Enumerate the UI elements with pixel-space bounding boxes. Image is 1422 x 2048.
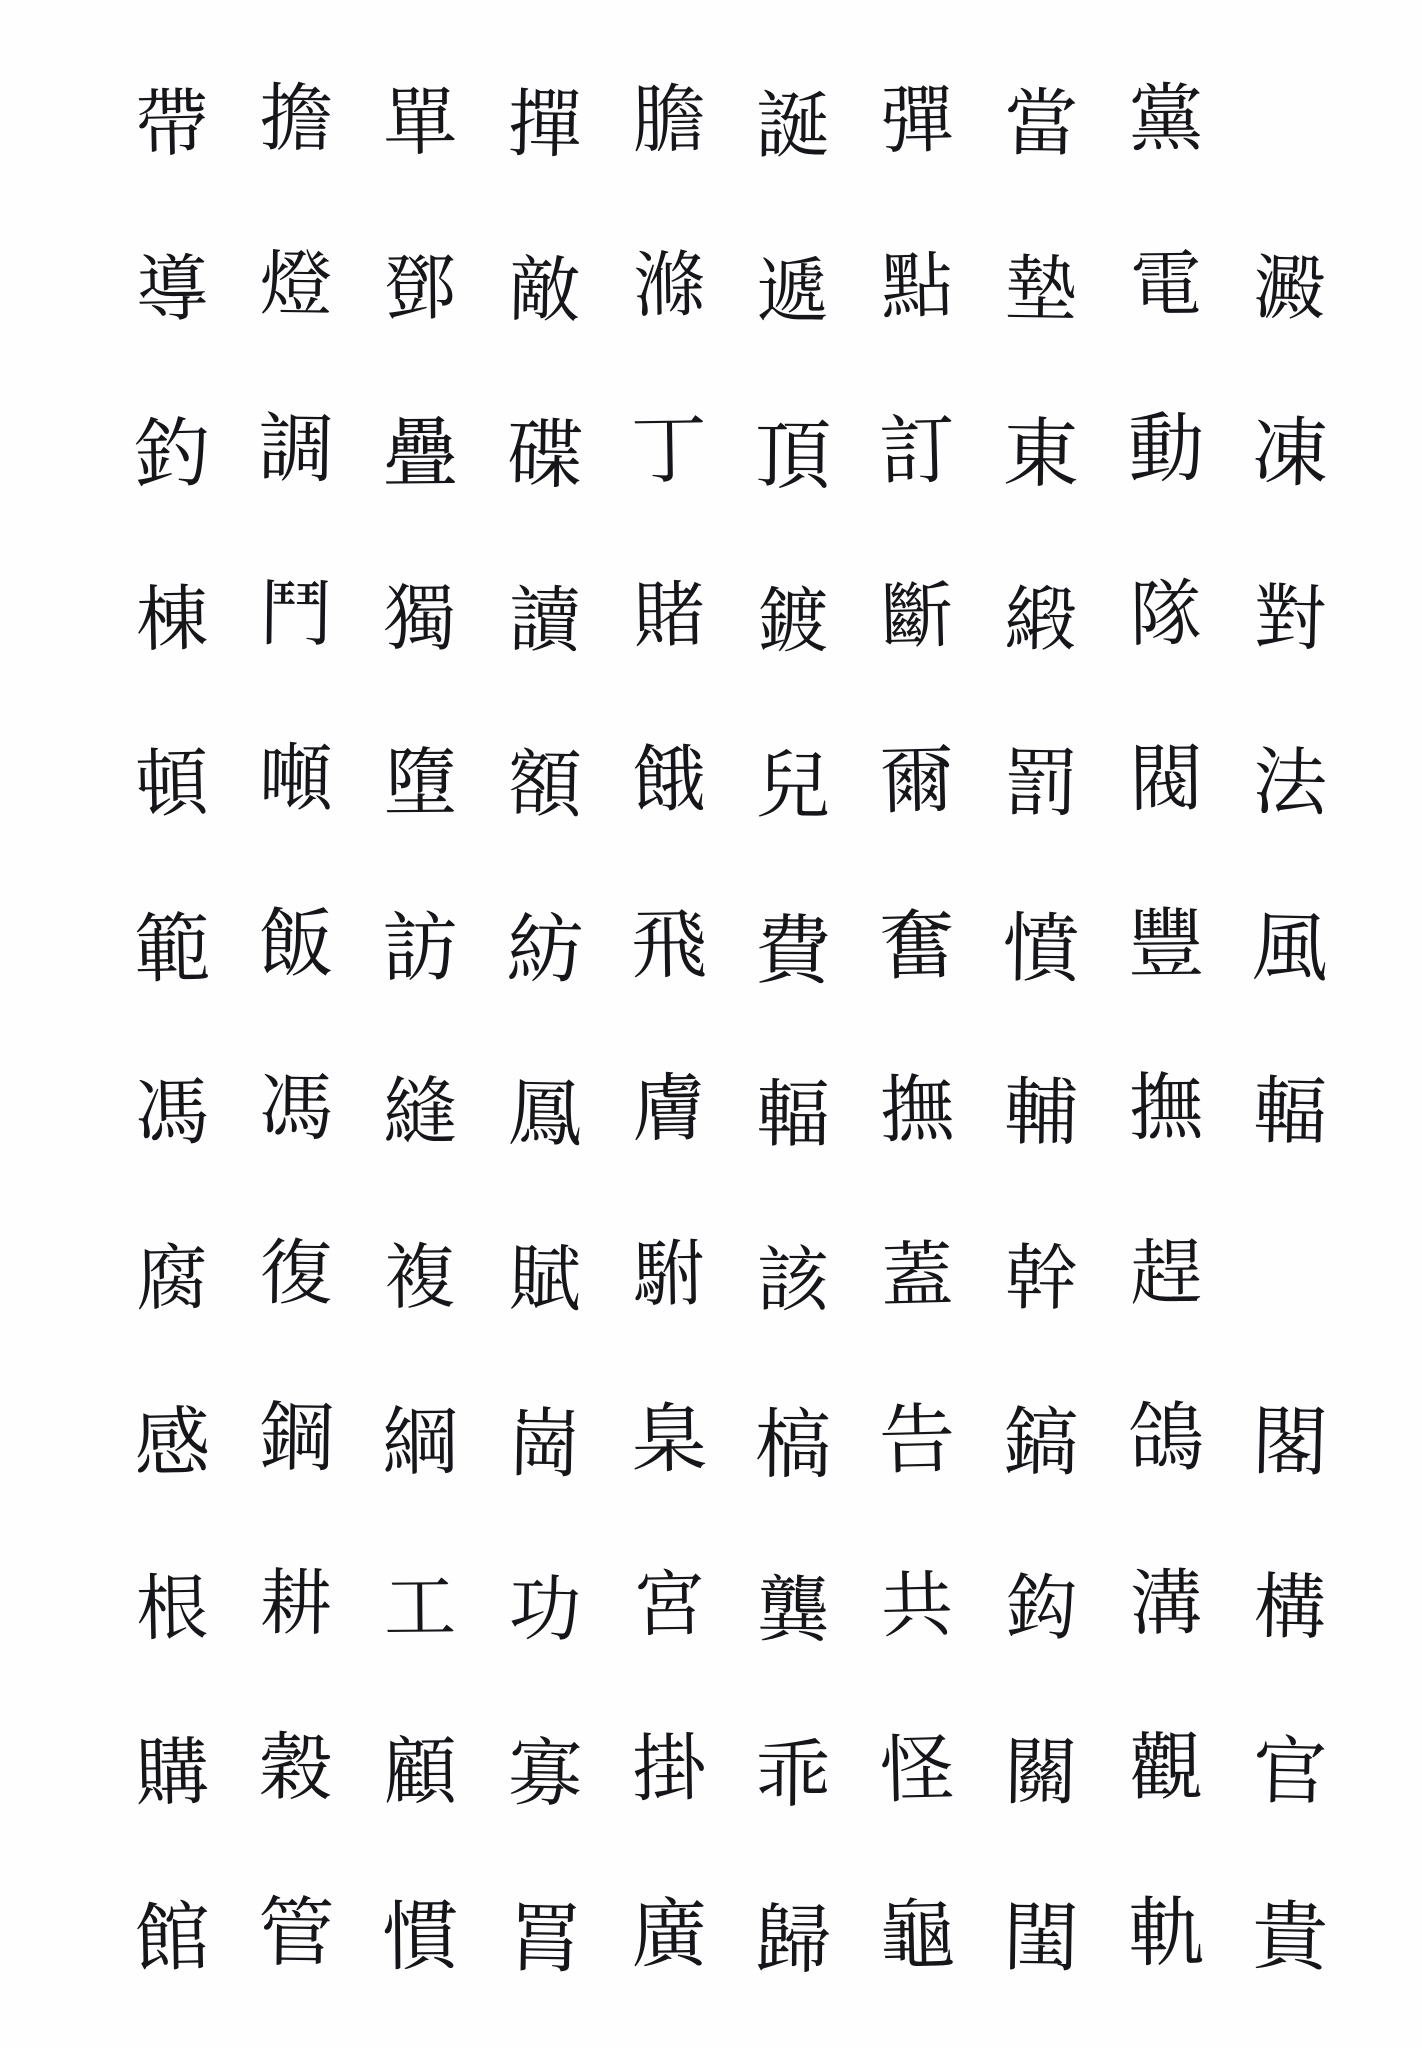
- character-cell: 彈: [879, 77, 956, 166]
- character-cell: 訪: [382, 902, 459, 992]
- character-cell: 撫: [1128, 1064, 1204, 1152]
- character-cell: 觀: [1128, 1724, 1204, 1812]
- character-cell: 燈: [259, 241, 333, 327]
- character-cell: 額: [506, 741, 583, 829]
- character-cell: [1228, 122, 1352, 125]
- character-cell: 崗: [505, 1398, 584, 1489]
- character-cell: 膚: [631, 1065, 707, 1153]
- character-cell: 撣: [506, 81, 583, 170]
- character-cell: 鴿: [1127, 1392, 1205, 1483]
- character-cell: 告: [878, 1394, 957, 1485]
- character-cell: 東: [1002, 408, 1081, 499]
- character-cell: 膽: [631, 76, 707, 164]
- character-cell: 官: [1251, 1727, 1328, 1816]
- character-cell: 閨: [1002, 1891, 1081, 1983]
- character-cell: 凍: [1250, 407, 1329, 498]
- character-cell: 賭: [632, 572, 706, 658]
- character-cell: 黨: [1128, 76, 1204, 163]
- character-cell: 調: [257, 403, 335, 494]
- character-cell: 敵: [507, 247, 582, 333]
- character-cell: 縫: [383, 1069, 458, 1156]
- character-cell: 範: [133, 902, 212, 994]
- character-cell: 寡: [506, 1729, 583, 1818]
- table-row: [110, 699, 1352, 864]
- character-cell: 鄧: [384, 245, 457, 331]
- character-cell: 館: [133, 1891, 212, 1983]
- character-cell: 帶: [134, 80, 211, 169]
- character-cell: 飛: [630, 898, 708, 990]
- character-cell: 幹: [1004, 1235, 1079, 1321]
- character-cell: 擔: [258, 75, 334, 163]
- character-cell: 奮: [878, 899, 957, 991]
- character-cell: 鬥: [259, 571, 333, 657]
- character-cell: 輻: [755, 1072, 831, 1159]
- character-cell: 頓: [134, 739, 211, 828]
- character-cell: 閥: [1128, 735, 1204, 823]
- character-cell: 腐: [135, 1235, 210, 1321]
- character-cell: 罥: [505, 1892, 584, 1984]
- character-cell: 對: [1252, 575, 1327, 661]
- character-cell: 怪: [879, 1725, 956, 1814]
- character-cell: 電: [1129, 241, 1203, 327]
- character-cell: 撫: [879, 1066, 956, 1155]
- character-cell: 遞: [756, 248, 830, 334]
- character-cell: [1228, 1276, 1352, 1279]
- character-cell: 風: [1250, 901, 1329, 993]
- table-row: [110, 370, 1352, 535]
- character-cell: 餓: [631, 736, 707, 824]
- character-cell: 溝: [1129, 1560, 1203, 1646]
- character-cell: 紡: [505, 903, 584, 995]
- character-cell: 閣: [1250, 1396, 1329, 1487]
- character-cell: 憤: [1002, 902, 1081, 994]
- character-cell: 臬: [630, 1393, 708, 1484]
- character-cell: 頂: [754, 410, 832, 501]
- character-cell: 管: [257, 1887, 335, 1977]
- character-cell: 龔: [756, 1567, 830, 1653]
- table-row: [110, 1688, 1352, 1853]
- character-cell: 乖: [755, 1731, 831, 1818]
- character-cell: 複: [384, 1234, 457, 1320]
- table-row: [110, 864, 1352, 1029]
- character-cell: 馮: [134, 1069, 211, 1158]
- character-cell: 鍍: [756, 578, 830, 664]
- character-cell: 點: [880, 243, 955, 330]
- table-row: [110, 1523, 1352, 1688]
- character-cell: 共: [880, 1561, 955, 1648]
- character-cell: 導: [135, 246, 210, 332]
- character-cell: 豐: [1127, 898, 1205, 988]
- character-cell: 輔: [1003, 1069, 1080, 1157]
- character-cell: 動: [1127, 403, 1205, 494]
- character-cell: 掛: [631, 1725, 707, 1813]
- character-cell: 鎬: [1002, 1397, 1081, 1488]
- character-cell: 工: [384, 1564, 457, 1650]
- character-cell: 讀: [507, 577, 582, 663]
- character-cell: 感: [133, 1397, 212, 1488]
- character-cell: 綱: [382, 1396, 459, 1487]
- character-cell: 鈎: [1004, 1565, 1079, 1651]
- character-cell: 緞: [1004, 576, 1079, 662]
- character-cell: 構: [1252, 1564, 1327, 1650]
- character-cell: 輻: [1251, 1068, 1328, 1157]
- table-row: [110, 40, 1352, 205]
- character-cell: 趕: [1129, 1230, 1203, 1316]
- character-cell: 隊: [1129, 571, 1203, 657]
- character-cell: 疊: [382, 407, 459, 498]
- character-cell: 當: [1003, 80, 1080, 168]
- character-cell: 軌: [1127, 1887, 1205, 1977]
- character-cell: 穀: [258, 1724, 334, 1812]
- table-row: [110, 1853, 1352, 2018]
- character-cell: 貴: [1250, 1890, 1329, 1982]
- character-cell: 斷: [880, 573, 955, 659]
- character-cell: 關: [1003, 1729, 1080, 1817]
- character-cell: 耕: [259, 1560, 333, 1646]
- character-cell: 購: [134, 1728, 211, 1817]
- character-cell: 馮: [258, 1064, 334, 1152]
- table-row: [110, 1029, 1352, 1194]
- character-cell: 宮: [632, 1561, 706, 1647]
- character-cell: 爾: [879, 736, 956, 825]
- character-cell: 賦: [507, 1236, 582, 1322]
- character-cell: 龜: [878, 1888, 957, 1980]
- character-cell: 鋼: [257, 1392, 335, 1483]
- character-cell: 訂: [878, 405, 957, 496]
- character-cell: 澱: [1252, 245, 1327, 332]
- table-row: [110, 534, 1352, 699]
- character-cell: 滌: [632, 242, 706, 328]
- table-row: [110, 1359, 1352, 1524]
- character-cell: 單: [383, 80, 458, 167]
- character-cell: 丁: [630, 404, 708, 495]
- character-cell: 鳳: [506, 1070, 583, 1159]
- character-cell: 復: [259, 1230, 333, 1316]
- character-cell: 顧: [383, 1728, 458, 1816]
- character-cell: 蓋: [880, 1232, 955, 1319]
- character-cell: 棟: [135, 576, 210, 662]
- character-cell: 兒: [755, 742, 831, 829]
- character-cell: 墮: [383, 739, 458, 827]
- character-cell: 歸: [754, 1894, 832, 1984]
- character-cell: 釣: [133, 408, 212, 499]
- character-cell: 噸: [258, 735, 334, 823]
- table-row: [110, 205, 1352, 370]
- character-grid: [110, 40, 1352, 2018]
- table-row: [110, 1194, 1352, 1359]
- character-cell: 功: [507, 1566, 582, 1652]
- character-cell: 慣: [382, 1891, 459, 1981]
- character-cell: 廣: [630, 1887, 708, 1979]
- character-cell: 駙: [632, 1231, 706, 1317]
- character-cell: 費: [754, 905, 832, 995]
- character-cell: 獨: [384, 575, 457, 661]
- character-cell: 墊: [1004, 246, 1079, 332]
- character-cell: 法: [1251, 738, 1328, 827]
- character-cell: 罰: [1003, 740, 1080, 828]
- character-cell: 根: [135, 1565, 210, 1651]
- character-cell: 誕: [755, 83, 831, 170]
- character-cell: 該: [756, 1237, 830, 1323]
- character-cell: 飯: [257, 898, 335, 989]
- character-cell: 碟: [505, 409, 584, 500]
- character-cell: 槁: [754, 1399, 832, 1490]
